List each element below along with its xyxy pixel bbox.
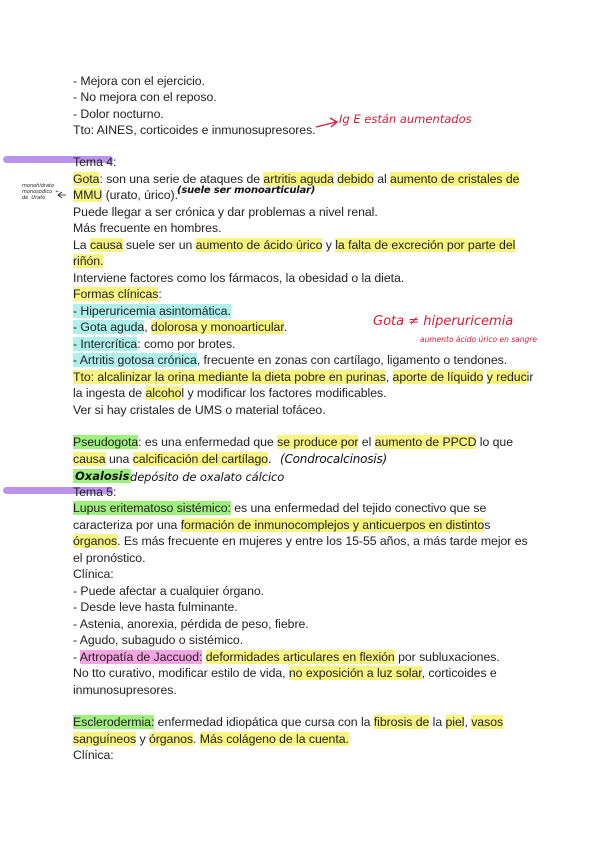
text-segment: l y modificar los factores modificables. <box>181 386 387 400</box>
text-segment: , corticoides e <box>421 666 497 680</box>
highlighted-text: vasos <box>471 715 504 729</box>
highlighted-text: Artropatía de Jaccuod: <box>79 650 203 664</box>
text-segment: es una enfermedad del tejido conectivo que se <box>230 501 487 515</box>
gota-subnote: aumento ácido úrico en sangre <box>420 335 537 344</box>
text-segment: - Mejora con el ejercicio. <box>73 74 205 88</box>
highlighted-text: MMU <box>73 188 103 202</box>
text-segment: caracteriza por una <box>73 518 181 532</box>
highlighted-text: órganos <box>148 732 194 746</box>
text-segment: Clínica: <box>73 567 114 581</box>
highlighted-text: aumento de PPCD <box>374 435 477 449</box>
text-segment: suele ser un <box>122 238 196 252</box>
text-segment: . <box>193 732 200 746</box>
highlighted-text: formación de inmunocomplejos y anticuerpos en distinto <box>180 518 485 532</box>
text-segment: - Puede afectar a cualquier órgano. <box>73 584 265 598</box>
text-segment: Tema 5: <box>73 485 117 499</box>
text-segment: y <box>322 238 336 252</box>
highlighted-text: - Artritis gotosa crónica <box>73 353 197 367</box>
highlighted-text: sanguíneos <box>73 732 137 746</box>
highlighted-text: calcificación del cartílago <box>132 452 269 466</box>
text-segment: - Agudo, subagudo o sistémico. <box>73 633 244 647</box>
text-segment: : es una enfermedad que <box>138 435 278 449</box>
highlighted-text: aumento de cristales de <box>390 172 520 186</box>
highlighted-text: Formas clínicas <box>73 287 159 301</box>
highlighted-text: riñón. <box>73 254 104 268</box>
text-segment: - No mejora con el reposo. <box>73 90 217 104</box>
text-segment: , <box>464 715 472 729</box>
text-segment: - Desde leve hasta fulminante. <box>73 600 238 614</box>
highlighted-text: Esclerodermia: <box>73 715 155 729</box>
text-segment: , <box>144 320 151 334</box>
highlighted-text: causa <box>73 452 106 466</box>
text-segment: el pronóstico. <box>73 551 146 565</box>
text-segment: Interviene factores como los fármacos, la obesidad o la dieta. <box>73 271 405 285</box>
text-segment: por subluxaciones. <box>394 650 500 664</box>
text-segment: No tto curativo, modificar estilo de vida, <box>73 666 289 680</box>
oxalosis-label: Oxalosis <box>75 469 130 483</box>
text-segment: el <box>358 435 375 449</box>
highlighted-text: - Gota aguda <box>73 320 145 334</box>
text-segment: . <box>268 452 272 466</box>
text-segment: la ingesta de <box>73 386 146 400</box>
highlighted-text: aumento de ácido úrico <box>195 238 323 252</box>
highlighted-text: - Intercrítica <box>73 337 138 351</box>
text-segment: - Dolor nocturno. <box>73 107 164 121</box>
highlighted-text: se produce por <box>277 435 359 449</box>
text-segment: y <box>136 732 149 746</box>
highlighted-text: - Hiperuricemia asintomática. <box>73 304 231 318</box>
text-segment: . <box>283 320 288 334</box>
text-segment: (urato, úrico). <box>102 188 178 202</box>
text-segment: La <box>73 238 90 252</box>
text-segment: Tema 4: <box>73 155 117 169</box>
highlighted-text: alcoho <box>145 386 182 400</box>
highlighted-text: Más colágeno de la cuenta. <box>199 732 349 746</box>
gota-hyperuricemia-note: Gota ≠ hiperuricemia <box>373 314 514 329</box>
highlighted-text: fibrosis de <box>373 715 430 729</box>
highlighted-text: Pseudogota <box>73 435 139 449</box>
text-segment: Puede llegar a ser crónica y dar problemas a nivel renal. <box>73 205 378 219</box>
text-segment: lo que <box>476 435 514 449</box>
highlighted-text: órganos <box>73 534 118 548</box>
text-segment: - Astenia, anorexia, pérdida de peso, fiebre. <box>73 617 309 631</box>
text-segment: : <box>158 287 162 301</box>
text-segment: ir <box>526 370 534 384</box>
highlighted-text: aporte de líquido <box>392 370 484 384</box>
text-segment: : son una serie de ataques de <box>99 172 264 186</box>
text-segment: - <box>73 650 80 664</box>
highlighted-text: artritis aguda <box>263 172 334 186</box>
highlighted-text: Lupus eritematoso sistémico: <box>73 501 231 515</box>
text-segment: la <box>429 715 446 729</box>
text-segment: una <box>105 452 133 466</box>
highlighted-text: Gota <box>73 172 100 186</box>
arrow-icon <box>316 118 337 127</box>
oxalosis-note: depósito de oxalato cálcico <box>130 470 285 484</box>
text-segment: inmunosupresores. <box>73 683 177 697</box>
highlighted-text: debido <box>337 172 374 186</box>
text-segment: , frecuente en zonas con cartílago, ligamento o tendones. <box>196 353 508 367</box>
text-segment: Más frecuente en hombres. <box>73 221 222 235</box>
condrocalcinosis-note: (Condrocalcinosis) <box>280 452 387 466</box>
highlighted-text: dolorosa y monoarticular <box>150 320 284 334</box>
text-segment: . Es más frecuente en mujeres y entre los 15-55 años, a más tarde mejor es <box>117 534 528 548</box>
text-segment: Clínica: <box>73 748 114 762</box>
text-segment: Ver si hay cristales de UMS o material tofáceo. <box>73 403 326 417</box>
highlighted-text: y reduc <box>486 370 527 384</box>
text-segment: , <box>385 370 393 384</box>
margin-note: monohidrato monosódico ← de Urato <box>22 183 60 201</box>
text-segment: Tto: AINES, corticoides e inmunosupresores. <box>73 123 316 137</box>
highlighted-text: deformidades articulares en flexión <box>205 650 395 664</box>
text-segment: : como por brotes. <box>137 337 236 351</box>
highlighted-text: piel <box>445 715 465 729</box>
highlighted-text: Tto: alcalinizar la orina mediante la dieta pobre en purinas <box>73 370 386 384</box>
monoarticular-note: (suele ser monoarticular) <box>177 185 316 196</box>
highlighted-text: la falta de excreción por parte del <box>335 238 516 252</box>
ige-note: Ig E están aumentados <box>339 112 472 126</box>
highlighted-text: no exposición a luz solar <box>288 666 422 680</box>
text-segment: enfermedad idiopática que cursa con la <box>154 715 374 729</box>
text-segment: s <box>484 518 491 532</box>
highlighted-text: causa <box>89 238 123 252</box>
text-segment: al <box>373 172 391 186</box>
